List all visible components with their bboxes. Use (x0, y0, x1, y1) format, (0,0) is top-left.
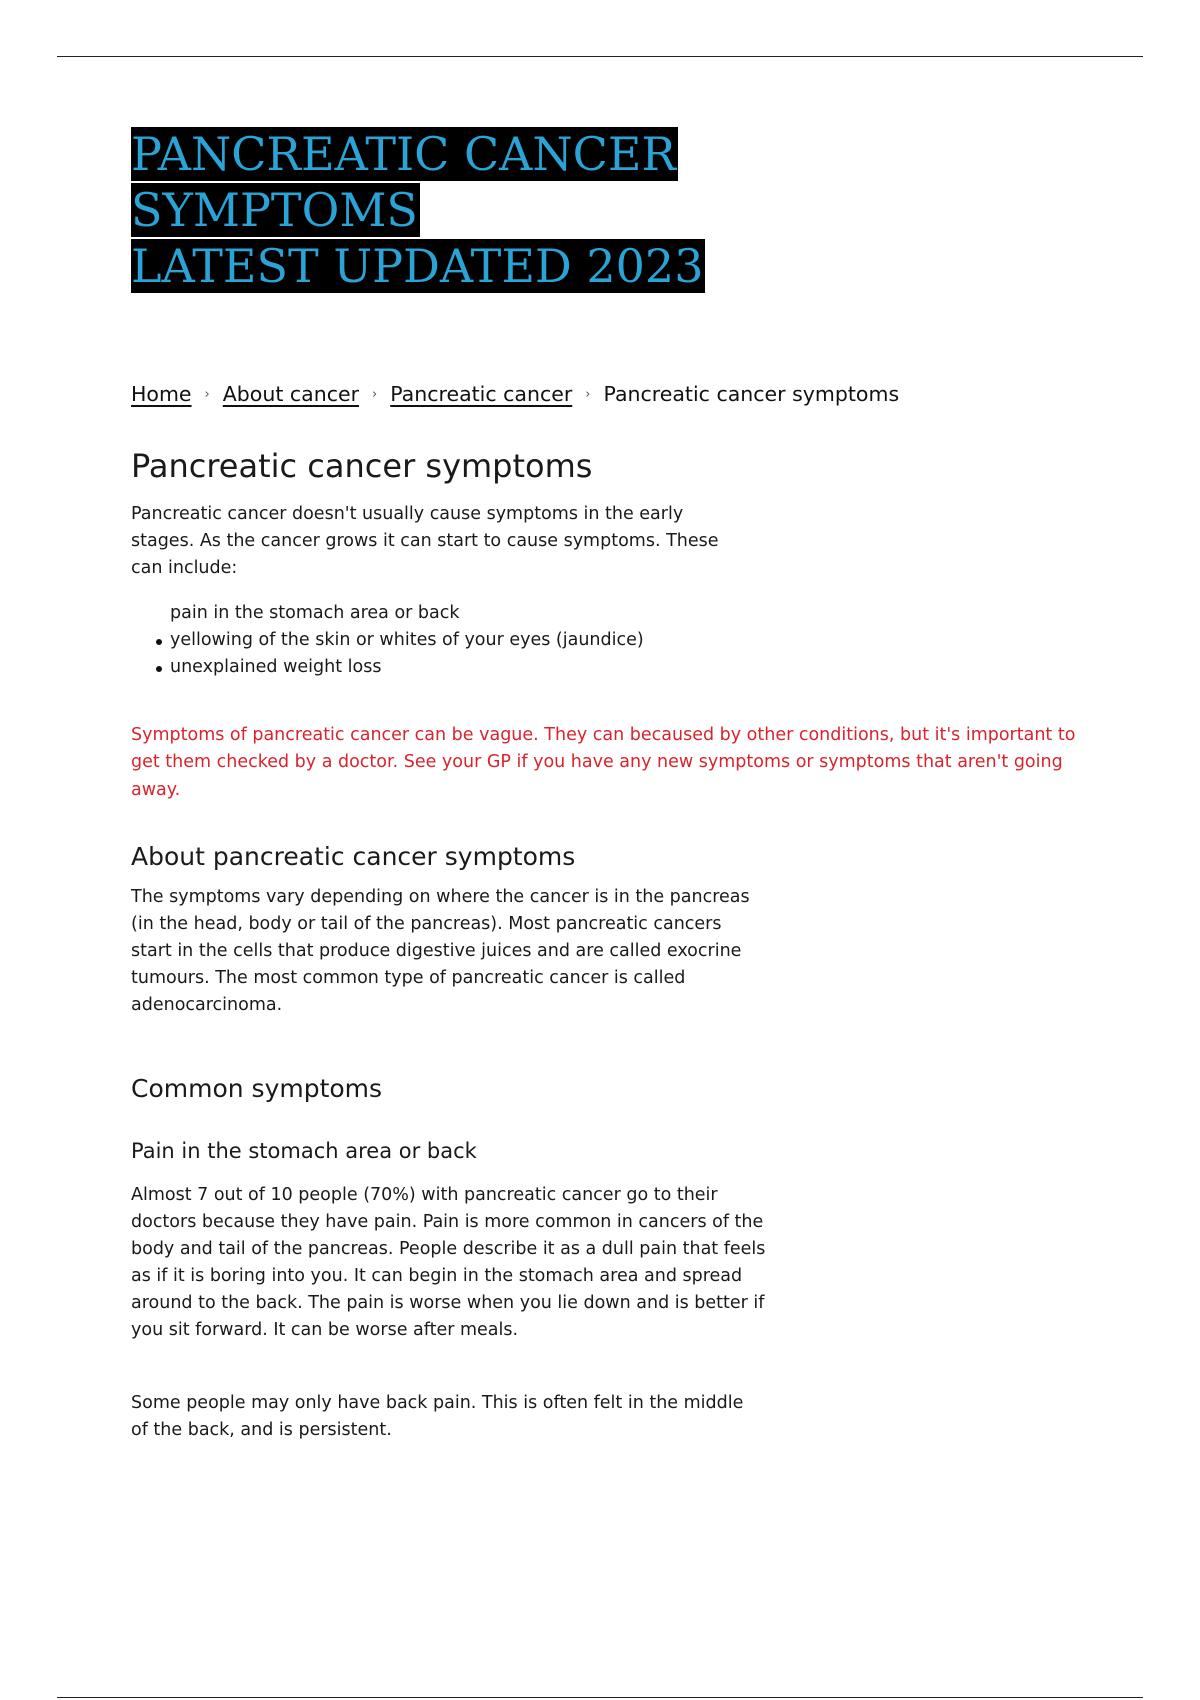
pain-paragraph: Almost 7 out of 10 people (70%) with pancreatic cancer go to their doctors because they have pain. Pain is more common in cancers of the body and tail of the pancreas. People describe it as a dull pain that feels as if it is boring into you. It can begin in the stomach area and spread around to the back. The pain is worse when you lie down and is better if you sit forward. It can be worse after meals. (131, 1185, 766, 1340)
breadcrumb (131, 382, 899, 406)
page-top-rule (57, 56, 1143, 57)
breadcrumb-current-page: Pancreatic cancer symptoms (603, 382, 900, 406)
document-title-line-2: LATEST UPDATED 2023 (131, 239, 704, 293)
pain-heading: Pain in the stomach area or back (131, 1139, 477, 1163)
document-title-line-1: PANCREATIC CANCER SYMPTOMS (131, 127, 677, 237)
symptom-item: pain in the stomach area or back (170, 603, 460, 623)
about-heading: About pancreatic cancer symptoms (131, 842, 576, 871)
symptom-list (131, 600, 644, 681)
about-paragraph: The symptoms vary depending on where the cancer is in the pancreas (in the head, body or tail of the pancreas). Most pancreatic cancers start in the cells that produce digestive juices and are called exocrine tumours. The most common type of pancreatic cancer is called adenocarcinoma. (131, 887, 750, 1015)
breadcrumb-separator-icon: › (204, 386, 210, 402)
back-pain-paragraph: Some people may only have back pain. This is often felt in the middle of the back, and is persistent. (131, 1393, 744, 1440)
intro-paragraph: Pancreatic cancer doesn't usually cause symptoms in the early stages. As the cancer grows it can start to cause symptoms. These can include: (131, 504, 719, 578)
breadcrumb-separator-icon: › (372, 386, 378, 402)
breadcrumb-link-pancreatic-cancer[interactable]: Pancreatic cancer (390, 382, 573, 406)
breadcrumb-separator-icon: › (585, 386, 591, 402)
warning-notice: Symptoms of pancreatic cancer can be vague. They can becaused by other conditions, but it's important to get them checked by a doctor. See your GP if you have any new symptoms or symptoms that aren't going away. (131, 724, 1076, 800)
breadcrumb-link-about-cancer[interactable]: About cancer (222, 382, 360, 406)
page-title: Pancreatic cancer symptoms (131, 447, 593, 485)
symptom-item: unexplained weight loss (131, 654, 644, 681)
symptom-item: yellowing of the skin or whites of your eyes (jaundice) (131, 627, 644, 654)
page-bottom-rule (57, 1697, 1143, 1698)
common-symptoms-heading: Common symptoms (131, 1074, 383, 1103)
document-title (131, 126, 951, 294)
breadcrumb-link-home[interactable]: Home (131, 382, 192, 406)
